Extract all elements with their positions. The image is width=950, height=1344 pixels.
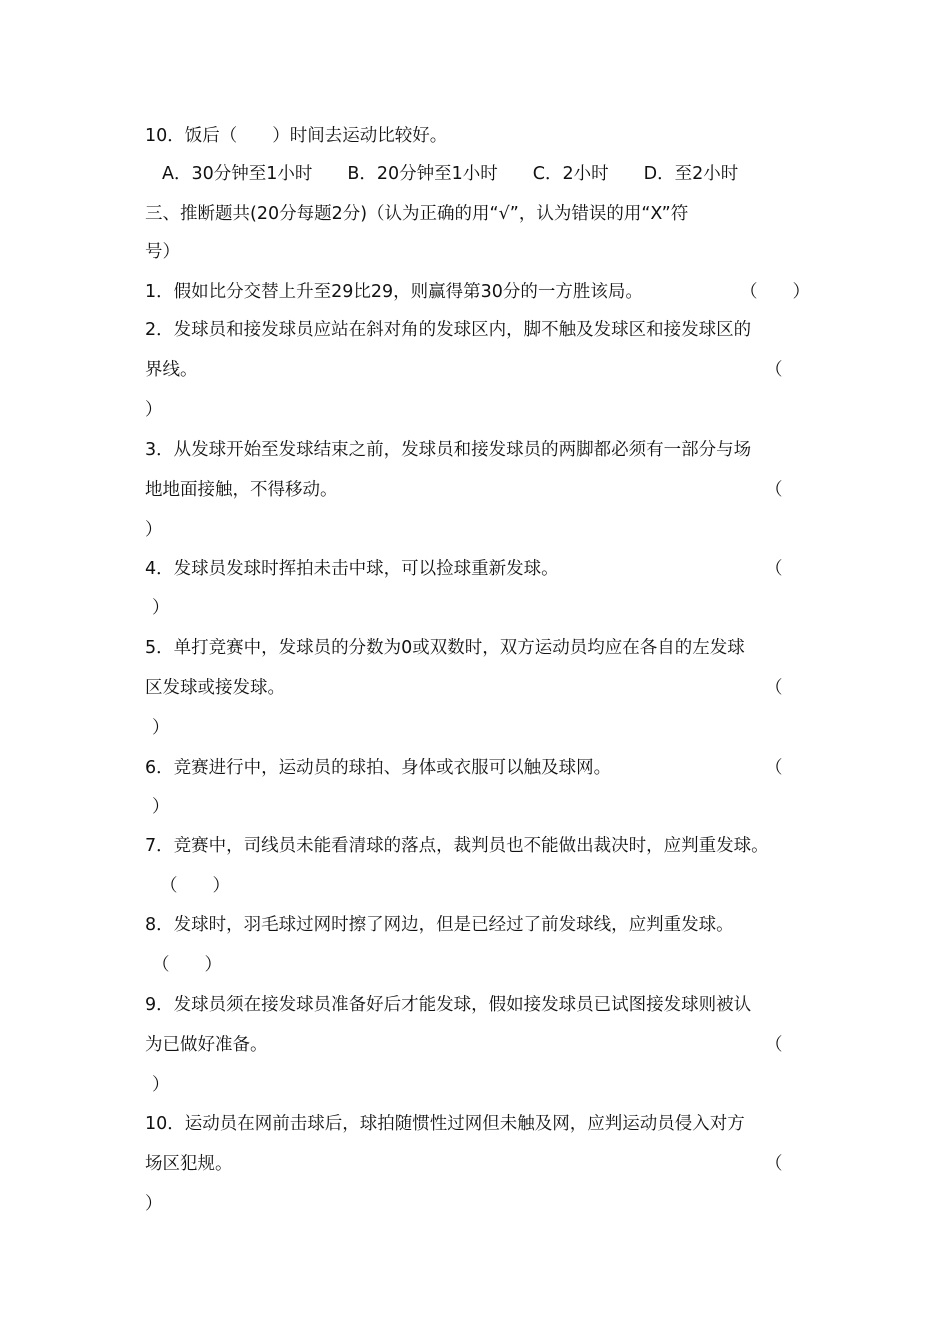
answer-blank-10-open: （: [765, 1154, 783, 1174]
judgment-item-7: 7．竞赛中，司线员未能看清球的落点，裁判员也不能做出裁决时，应判重发球。: [145, 836, 769, 856]
answer-blank-5-close: ）: [152, 718, 170, 738]
answer-blank-6-close: ）: [152, 797, 170, 817]
judgment-item-10: 10．运动员在网前击球后，球拍随惯性过网但未触及网，应判运动员侵入对方: [145, 1114, 745, 1134]
answer-blank-3-open: （: [765, 480, 783, 500]
answer-blank-2-open: （: [765, 360, 783, 380]
answer-blank-9-open: （: [765, 1035, 783, 1055]
judgment-item-5: 5．单打竞赛中，发球员的分数为0或双数时，双方运动员均应在各自的左发球: [145, 638, 745, 658]
judgment-item-9-cont: 为已做好准备。: [145, 1035, 268, 1055]
answer-blank-7: （ ）: [160, 876, 230, 896]
answer-blank-1: （ ）: [740, 282, 810, 302]
mc-options-10: A．30分钟至1小时 B．20分钟至1小时 C．2小时 D．至2小时: [162, 164, 739, 184]
judgment-item-8: 8．发球时，羽毛球过网时擦了网边，但是已经过了前发球线，应判重发球。: [145, 915, 734, 935]
judgment-item-1: 1．假如比分交替上升至29比29，则赢得第30分的一方胜该局。: [145, 282, 643, 302]
answer-blank-8: （ ）: [152, 955, 222, 975]
judgment-item-4: 4．发球员发球时挥拍未击中球，可以捡球重新发球。: [145, 559, 559, 579]
mc-question-10: 10．饭后（ ）时间去运动比较好。: [145, 126, 448, 146]
answer-blank-4-open: （: [765, 559, 783, 579]
judgment-item-2: 2．发球员和接发球员应站在斜对角的发球区内，脚不触及发球区和接发球区的: [145, 320, 752, 340]
answer-blank-2-close: ）: [145, 400, 163, 420]
judgment-item-3: 3．从发球开始至发球结束之前，发球员和接发球员的两脚都必须有一部分与场: [145, 440, 752, 460]
judgment-item-10-cont: 场区犯规。: [145, 1154, 233, 1174]
answer-blank-5-open: （: [765, 678, 783, 698]
answer-blank-10-close: ）: [145, 1194, 163, 1214]
answer-blank-9-close: ）: [152, 1075, 170, 1095]
answer-blank-3-close: ）: [145, 520, 163, 540]
judgment-item-9: 9．发球员须在接发球员准备好后才能发球，假如接发球员已试图接发球则被认: [145, 995, 752, 1015]
section-heading-cont: 号）: [145, 242, 180, 262]
judgment-item-2-cont: 界线。: [145, 360, 198, 380]
answer-blank-6-open: （: [765, 758, 783, 778]
section-heading: 三、推断题共(20分每题2分)（认为正确的用“√”，认为错误的用“X”符: [145, 204, 689, 224]
judgment-item-5-cont: 区发球或接发球。: [145, 678, 285, 698]
judgment-item-3-cont: 地地面接触，不得移动。: [145, 480, 338, 500]
answer-blank-4-close: ）: [152, 598, 170, 618]
judgment-item-6: 6．竞赛进行中，运动员的球拍、身体或衣服可以触及球网。: [145, 758, 612, 778]
